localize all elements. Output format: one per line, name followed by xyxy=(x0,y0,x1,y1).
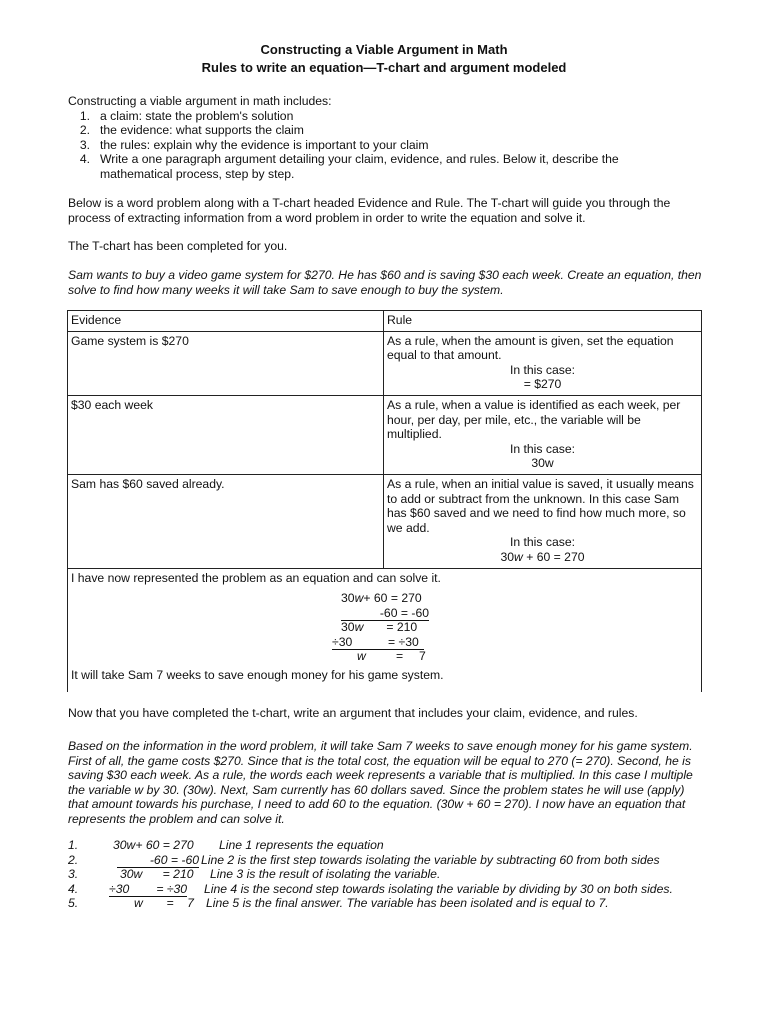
process-step-description: Line 1 represents the equation xyxy=(219,838,384,852)
table-header-row xyxy=(68,311,702,332)
eq-rest: = 210 xyxy=(386,620,418,635)
case-value: 30w xyxy=(531,456,554,471)
process-step-number: 2. xyxy=(68,852,79,867)
process-step-description: Line 5 is the final answer. The variable has been isolated and is equal to 7. xyxy=(206,896,609,911)
process-step-equation: 30w = 210 xyxy=(120,867,194,882)
process-step-number: 1. xyxy=(68,838,79,852)
case-label: In this case: xyxy=(509,441,576,456)
process-step-equation: 30w+ 60 = 270 xyxy=(113,838,194,852)
eq-answer: 7 xyxy=(419,649,426,664)
eq-var: w xyxy=(354,620,364,635)
process-step-description: Line 4 is the second step towards isolating the variable by dividing by 30 on both sides. xyxy=(204,881,673,896)
tchart-completed-note: The T-chart has been completed for you. xyxy=(68,239,288,253)
step-number: 1. xyxy=(79,108,90,123)
solve-intro: I have now represented the problem as an equation and can solve it. xyxy=(71,570,441,585)
eq-coef: 30 xyxy=(341,620,355,635)
table-row xyxy=(68,331,702,395)
solve-conclusion: It will take Sam 7 weeks to save enough money for his game system. xyxy=(71,668,444,683)
steps-list xyxy=(68,109,708,182)
step-number: 4. xyxy=(79,152,90,167)
header-evidence: Evidence xyxy=(68,311,384,332)
process-steps xyxy=(68,838,748,911)
process-step xyxy=(68,853,748,868)
step-text: a claim: state the problem's solution xyxy=(100,108,294,123)
eq-var: w xyxy=(354,591,364,606)
solve-line-5 xyxy=(357,649,427,664)
t-chart-table xyxy=(67,310,702,692)
table-solve-row xyxy=(68,568,702,692)
solve-line-3 xyxy=(341,620,417,635)
step-text: Write a one paragraph argument detailing your claim, evidence, and rules. Below it, describe the mathematical process, step by step. xyxy=(100,152,619,181)
rule-text: As a rule, when a value is identified as each week, per hour, per day, per mile, etc., the variable will be multiplied. xyxy=(387,397,681,442)
process-step-description: Line 3 is the result of isolating the variable. xyxy=(210,867,441,882)
process-step-number: 4. xyxy=(68,881,79,896)
rule-text: As a rule, when an initial value is saved, it usually means to add or subtract from the unknown. In this case Sam has $60 saved and we need to find how much more, so we add. xyxy=(387,476,694,535)
process-step xyxy=(68,867,748,882)
table-row xyxy=(68,395,702,474)
case-value: = $270 xyxy=(523,377,562,392)
step-item xyxy=(68,123,708,138)
case-value-coef: 30 xyxy=(500,549,515,564)
rule-cell xyxy=(384,474,702,568)
case-value-rest: + 60 = 270 xyxy=(522,549,585,564)
argument-instruction: Now that you have completed the t-chart, write an argument that includes your claim, evidence, and rules. xyxy=(68,706,638,720)
solve-cell xyxy=(68,568,702,692)
step-text: the evidence: what supports the claim xyxy=(100,123,304,138)
step-item xyxy=(68,109,708,124)
model-argument: Based on the information in the word problem, it will take Sam 7 weeks to save enough money for his game system. First of all, the game costs $270. Since that is the total cost, the equation will be equal to 270 (= 270). Second, he is saving $30 each week. As a rule, the words each week represents a variable that is multiplied. In this case I multiple the variable w by 30. (30w). Next, Sam currently has 60 dollars saved. Since the problem states he will use (apply) that amount towards his purchase, I need to add 60 to the equation. (30w + 60 = 270). I now have an equation that represents the problem and can solve it. xyxy=(68,739,693,826)
process-step-number: 3. xyxy=(68,867,79,882)
eq-rest: + 60 = 270 xyxy=(363,591,422,606)
case-label: In this case: xyxy=(509,362,576,377)
title-line-2: Rules to write an equation—T-chart and argument modeled xyxy=(201,60,567,75)
solve-line-2: -60 = -60 xyxy=(341,606,429,622)
title-line-1: Constructing a Viable Argument in Math xyxy=(260,42,508,57)
intro-text: Constructing a viable argument in math includes: xyxy=(68,94,332,108)
process-step-equation: ÷30 = ÷30 xyxy=(109,881,188,896)
process-step xyxy=(68,838,748,853)
step-item xyxy=(68,138,708,153)
rule-cell xyxy=(384,395,702,474)
process-step xyxy=(68,882,748,897)
solve-line-4 xyxy=(332,635,424,651)
evidence-cell: $30 each week xyxy=(68,395,384,474)
eq-rest: = ÷30 xyxy=(388,634,419,649)
header-rule: Rule xyxy=(384,311,702,332)
eq-coef: 30 xyxy=(341,591,355,606)
process-step-equation: w = 7 xyxy=(134,896,194,911)
evidence-cell: Sam has $60 saved already. xyxy=(68,474,384,568)
step-item xyxy=(68,152,690,181)
rule-cell xyxy=(384,331,702,395)
process-step-description: Line 2 is the first step towards isolating the variable by subtracting 60 from both sides xyxy=(201,852,660,867)
process-step-equation: -60 = -60 xyxy=(117,853,199,869)
case-value xyxy=(387,550,698,565)
evidence-cell: Game system is $270 xyxy=(68,331,384,395)
intro-section xyxy=(68,94,708,182)
case-value-var: w xyxy=(514,549,523,564)
eq-var: w xyxy=(357,649,366,664)
table-row xyxy=(68,474,702,568)
solve-equations xyxy=(71,591,698,668)
step-number: 2. xyxy=(79,123,90,138)
process-step-number: 5. xyxy=(68,896,79,911)
eq-divisor: ÷30 xyxy=(332,634,353,649)
tchart-description: Below is a word problem along with a T-chart headed Evidence and Rule. The T-chart will guide you through the process of extracting information from a word problem in order to write the equation and solve it. xyxy=(68,196,671,225)
eq-equals: = xyxy=(396,649,404,664)
process-step xyxy=(68,896,748,911)
step-text: the rules: explain why the evidence is important to your claim xyxy=(100,137,429,152)
step-number: 3. xyxy=(79,137,90,152)
rule-text: As a rule, when the amount is given, set the equation equal to that amount. xyxy=(387,333,674,363)
case-label: In this case: xyxy=(509,535,576,550)
solve-line-1 xyxy=(341,591,422,606)
word-problem: Sam wants to buy a video game system for $270. He has $60 and is saving $30 each week. Create an equation, then solve to find how many weeks it will take Sam to save enough to buy the system. xyxy=(68,268,702,297)
